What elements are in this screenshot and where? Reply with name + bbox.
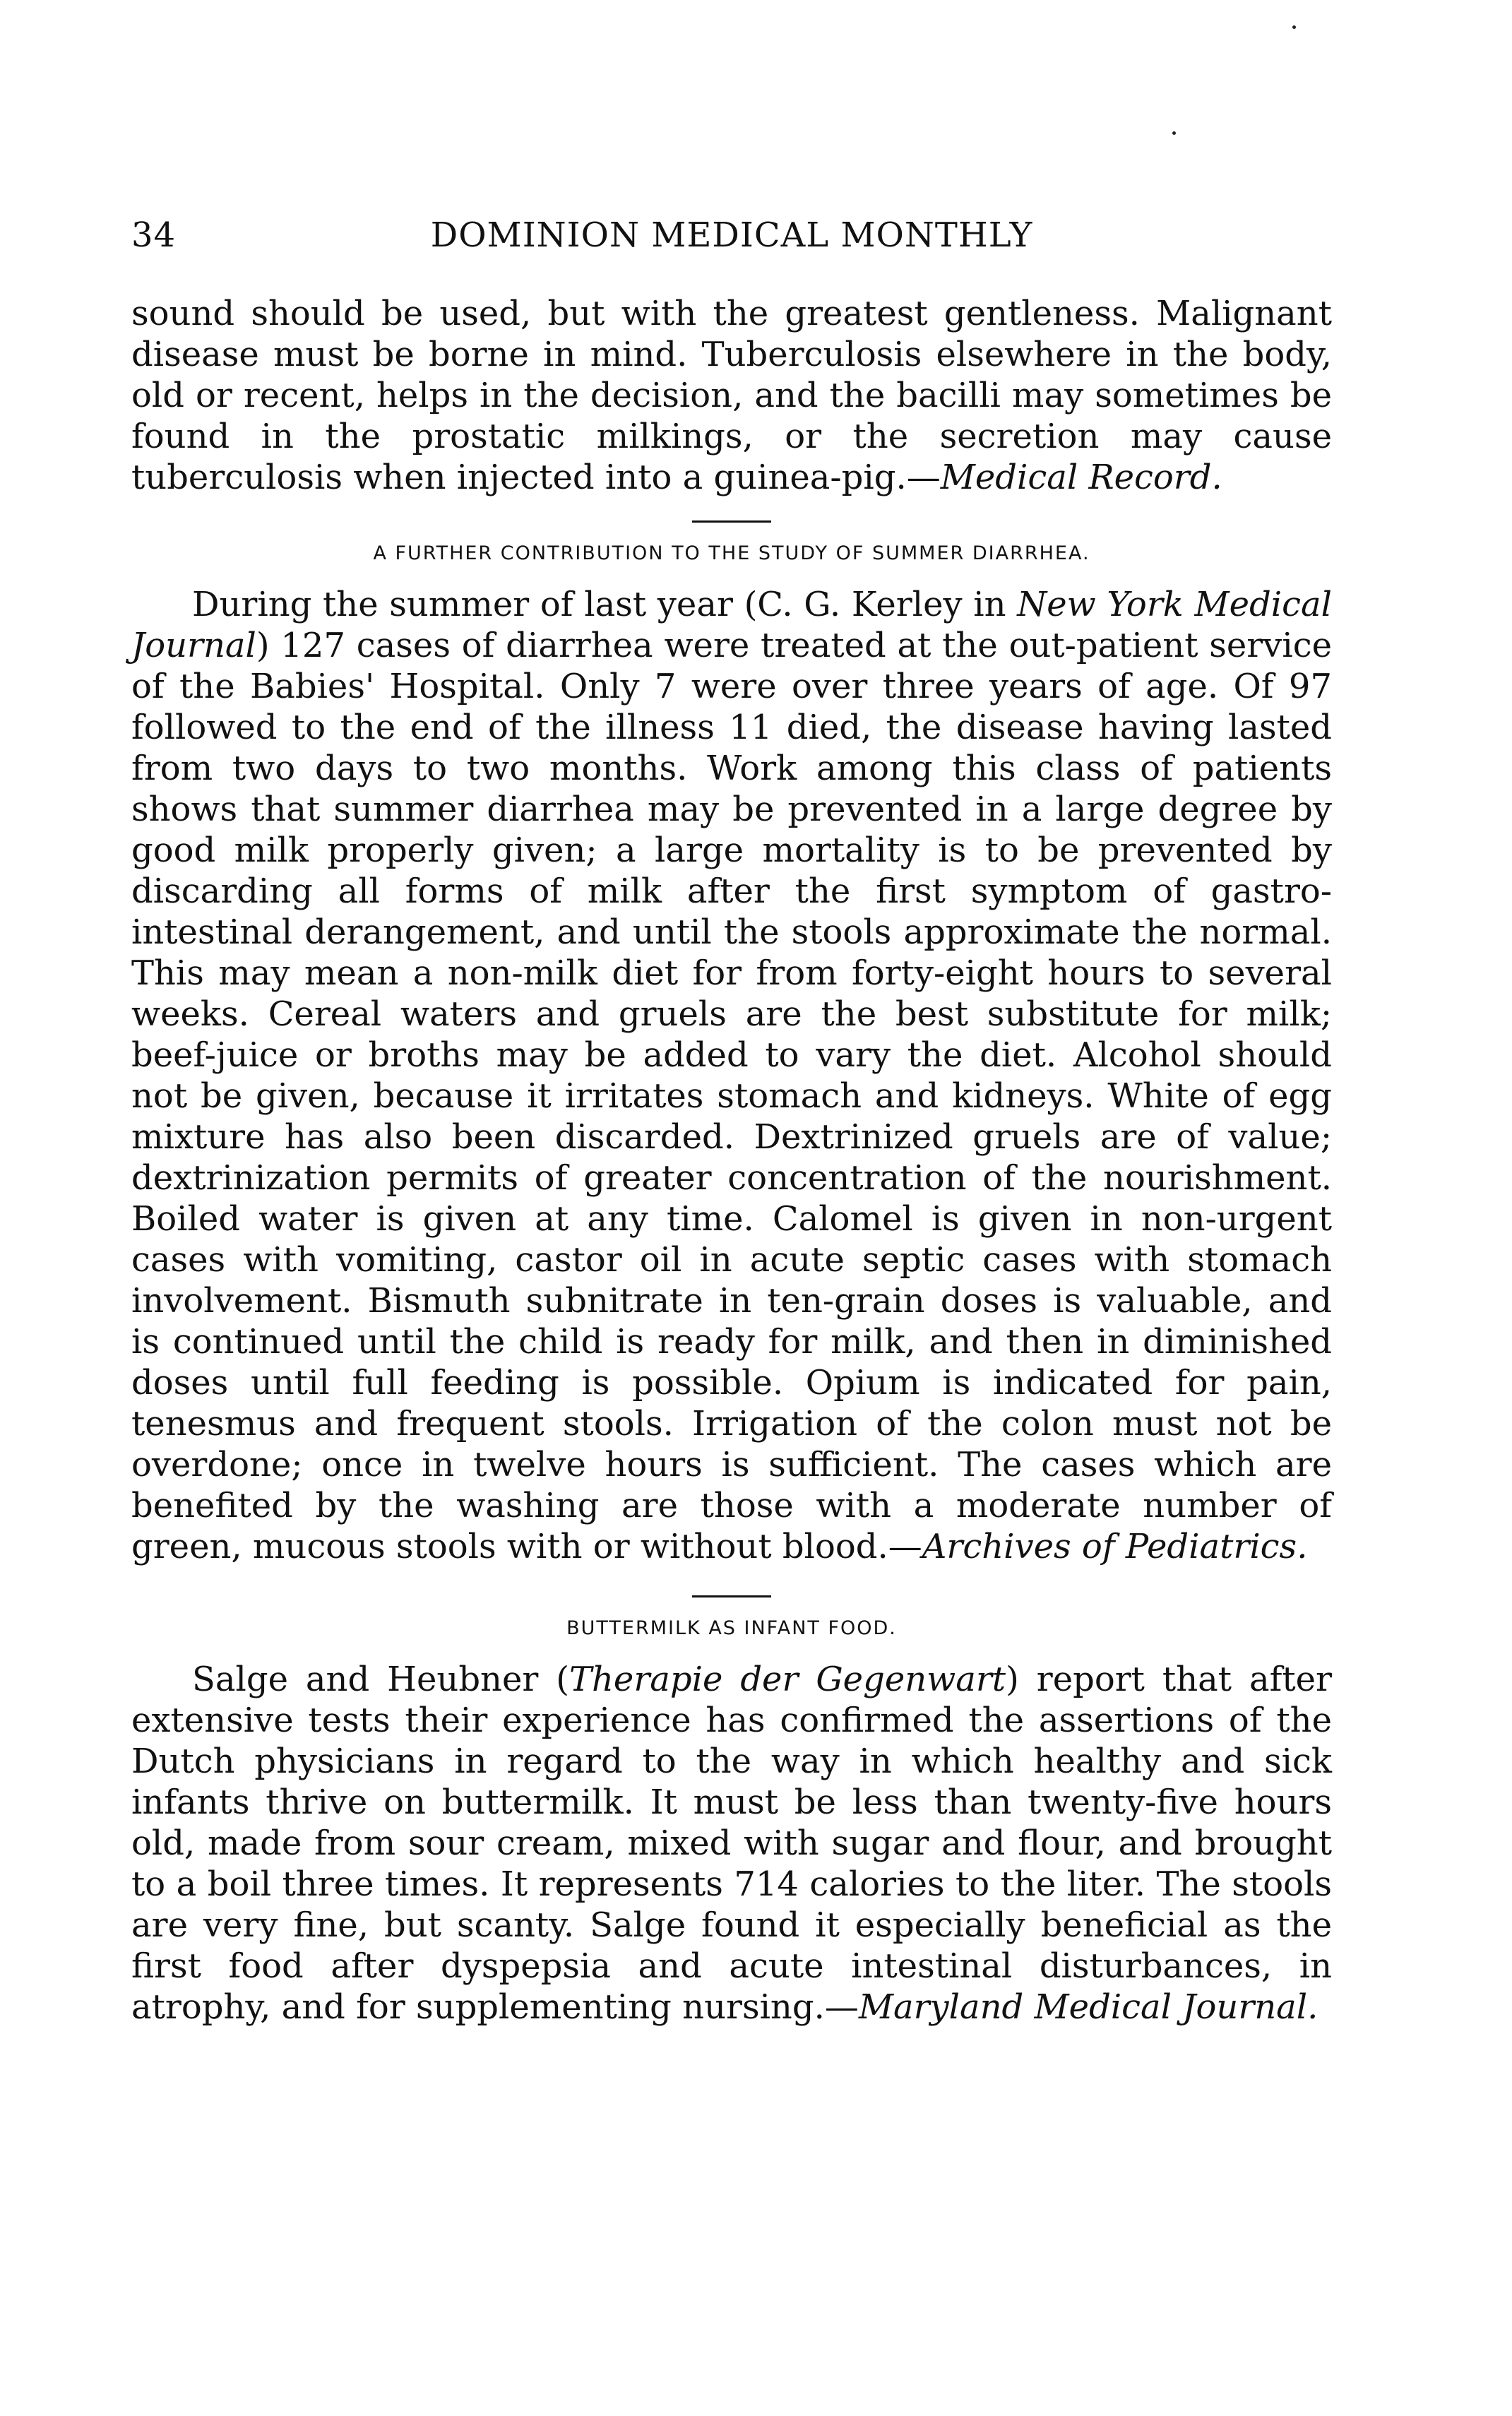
body-text: ) 127 cases of diarrhea were treated at the out-patient service of the Babies' Hospital. Only 7 were over three years of age. Of 97 followed to the end of the illness 11 died, the disease having lasted from two days to two months. Work among this class of patients shows that summer diarrhea may be prevented in a large degree by good milk properly given; a large mortality is to be prevented by discarding all forms of milk after the first symptom of gastro-intestinal derangement, and until the stools approximate the normal. This may mean a non-milk diet for from forty-eight hours to several weeks. Cereal waters and gruels are the best substitute for milk; beef-juice or broths may be added to vary the diet. Alcohol should not be given, because it irritates stomach and kidneys. White of egg mixture has also been discarded. Dextrinized gruels are of value; dextrinization permits of greater concentration of the nourishment. Boiled water is given at any time. Calomel is given in non-urgent cases with vomiting, castor oil in acute septic cases with stomach involvement. Bismuth subnitrate in ten-grain doses is valuable, and is continued until the child is ready for milk, and then in diminished doses until full feeding is possible. Opium is indicated for pain, tenesmus and frequent stools. Irrigation of the colon must not be overdone; once in twelve hours is sufficient. The cases which are benefited by the washing are those with a moderate number of green, mucous stools with or without blood.— [131,626,1332,1566]
body-text: During the summer of last year (C. G. Kerley in [192,585,1018,624]
body-text: Salge and Heubner ( [192,1660,569,1699]
continued-text: sound should be used, but with the greatest gentleness. Malignant disease must be borne in mind. Tuberculosis elsewhere in the body, old or recent, helps in the decision, and the bacilli may sometimes be found in the prostatic milkings, or the secretion may cause tuberculosis when injected into a guinea-pig.— [131,294,1332,497]
page-number: 34 [131,215,177,255]
section-divider [692,1595,771,1597]
journal-title: DOMINION MEDICAL MONTHLY [430,215,1033,255]
article-source: Archives of Pediatrics. [922,1527,1308,1566]
cited-journal: New York Medical Journal [131,585,1333,665]
cited-journal: Therapie der Gegenwart [569,1660,1006,1699]
continued-paragraph [131,293,1332,498]
running-head [131,215,1332,265]
article-source: Maryland Medical Journal. [858,1987,1318,2027]
scan-speck [1292,25,1296,29]
scan-speck [1172,131,1176,135]
article-body-summer-diarrhea [131,584,1332,1567]
journal-page [131,215,1332,2028]
article-heading-buttermilk: BUTTERMILK AS INFANT FOOD. [566,1617,897,1639]
article-body-buttermilk [131,1659,1332,2028]
continued-source: Medical Record. [940,458,1222,497]
body-text: ) report that after extensive tests their experience has confirmed the assertions of the Dutch physicians in regard to the way in which healthy and sick infants thrive on buttermilk. It must be less than twenty-five hours old, made from sour cream, mixed with sugar and flour, and brought to a boil three times. It represents 714 calories to the liter. The stools are very fine, but scanty. Salge found it especially beneficial as the first food after dyspepsia and acute intestinal disturbances, in atrophy, and for supplementing nursing.— [131,1660,1332,2027]
section-divider [692,520,771,523]
article-heading-summer-diarrhea: A FURTHER CONTRIBUTION TO THE STUDY OF SUMMER DIARRHEA. [373,542,1090,564]
